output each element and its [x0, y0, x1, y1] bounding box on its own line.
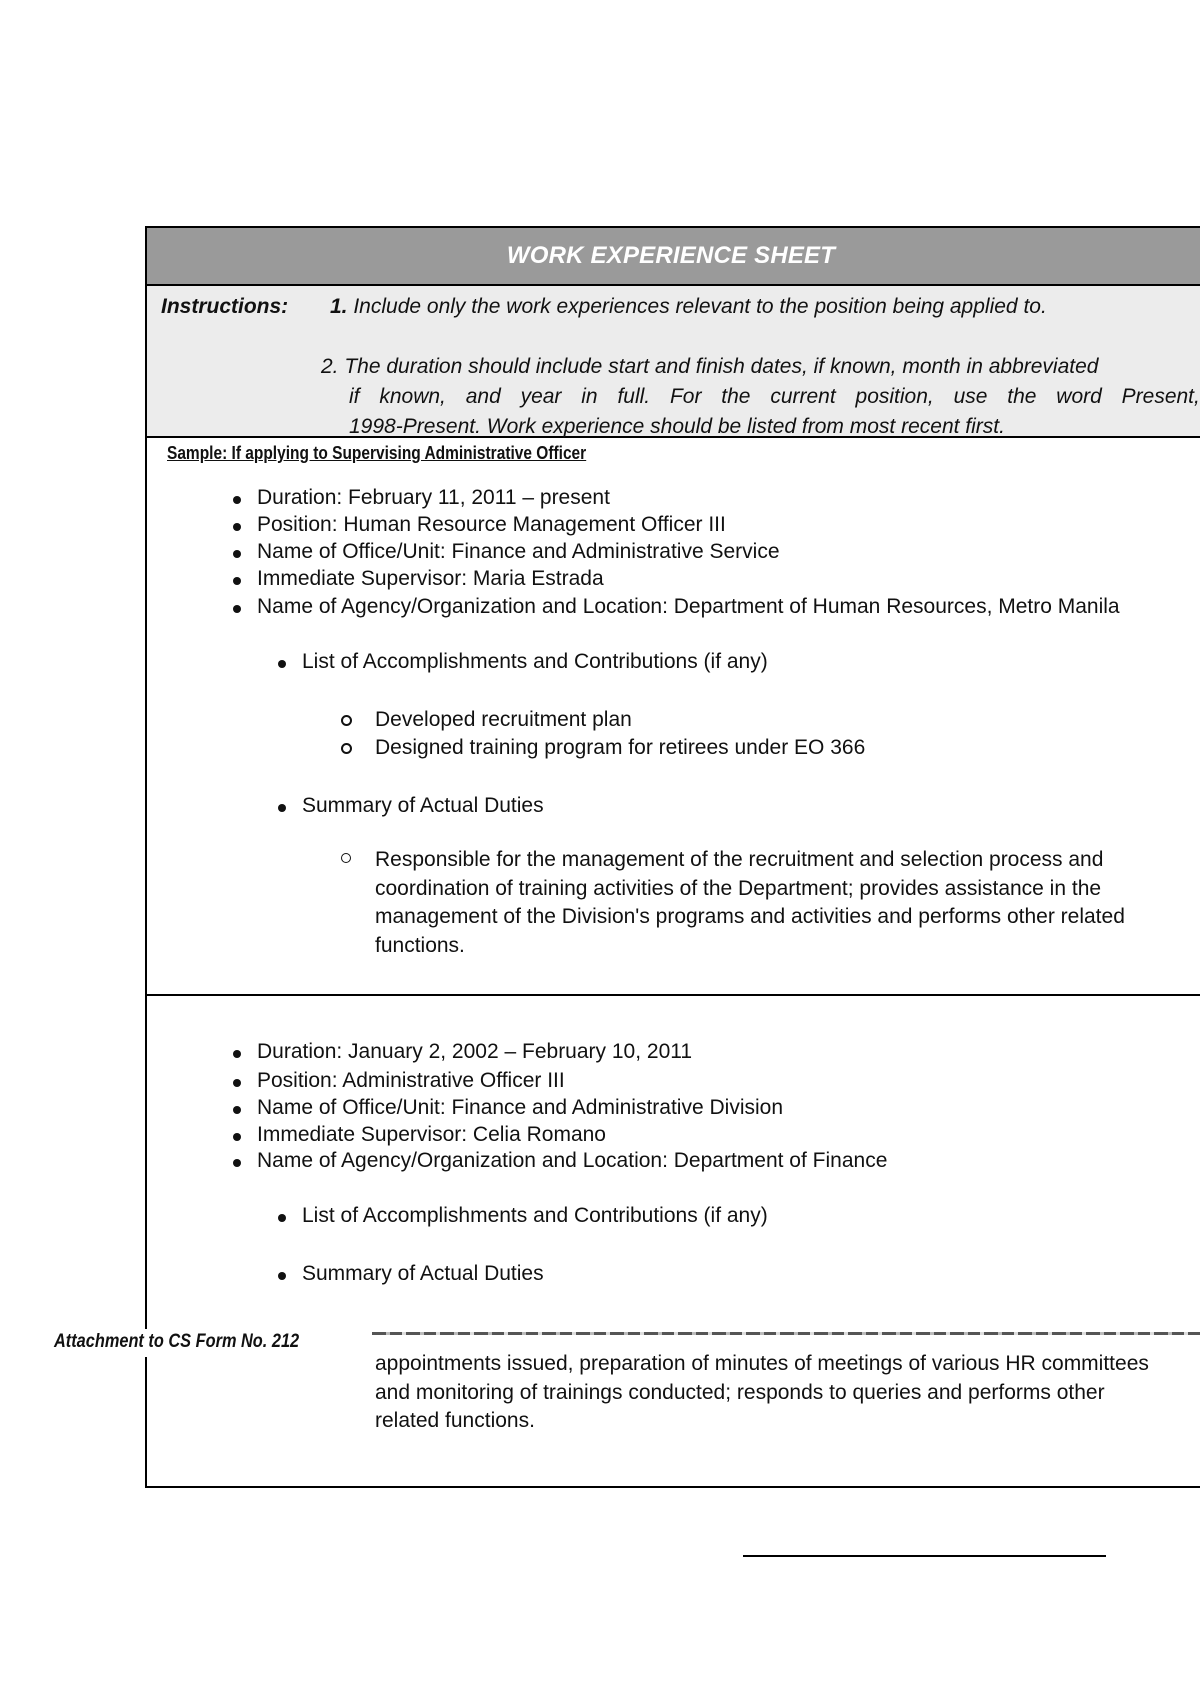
bullet-icon [233, 577, 241, 585]
list-item [257, 1123, 606, 1147]
bullet-icon [278, 1272, 286, 1280]
bullet-icon [233, 605, 241, 613]
entry1-office: Name of Office/Unit: Finance and Administrative Service [257, 540, 780, 563]
entry2-duties [375, 1350, 1149, 1436]
bullet-icon [278, 1214, 286, 1222]
list-item [257, 595, 1120, 619]
bullet-icon [233, 496, 241, 504]
work-experience-sheet [145, 226, 1200, 1488]
instruction-2-line1: 2. The duration should include start and finish dates, if known, month in abbreviated [321, 355, 1099, 378]
entry1-duties-text: Responsible for the management of the recruitment and selection process and coordination of training activities of the Department; provides assistance in the management of the Division's programs and activities and performs other related functions. [375, 848, 1125, 957]
bullet-icon [233, 550, 241, 558]
entry1-supervisor: Immediate Supervisor: Maria Estrada [257, 567, 604, 590]
list-item [257, 1069, 565, 1093]
instruction-1-text: Include only the work experiences relevant to the position being applied to. [347, 295, 1047, 318]
circle-bullet-icon [341, 715, 352, 726]
entry2-accomplishments-heading: List of Accomplishments and Contributions (if any) [302, 1204, 768, 1227]
list-item [302, 1204, 768, 1228]
list-item [302, 650, 768, 674]
sample-entry-2 [147, 996, 1200, 1486]
obscured-text-bar [372, 1332, 1200, 1335]
bullet-icon [233, 523, 241, 531]
entry1-accomplishment: Developed recruitment plan [375, 708, 632, 731]
bullet-icon [278, 804, 286, 812]
entry2-agency: Name of Agency/Organization and Location: Department of Finance [257, 1149, 888, 1172]
entry2-position: Position: Administrative Officer III [257, 1069, 565, 1092]
instruction-1-number: 1. [330, 295, 348, 318]
entry2-duties-heading: Summary of Actual Duties [302, 1262, 544, 1285]
entry1-duties [375, 846, 1125, 960]
instruction-1 [330, 295, 1047, 319]
bullet-icon [233, 1159, 241, 1167]
entry2-supervisor: Immediate Supervisor: Celia Romano [257, 1123, 606, 1146]
signature-line [743, 1555, 1106, 1557]
entry1-agency: Name of Agency/Organization and Location: Department of Human Resources, Metro Manila [257, 595, 1120, 618]
list-item [375, 736, 865, 760]
entry1-duration: Duration: February 11, 2011 – present [257, 486, 610, 509]
instruction-2-line3: 1998-Present. Work experience should be listed from most recent first. [349, 415, 1005, 438]
entry1-accomplishment: Designed training program for retirees under EO 366 [375, 736, 866, 759]
list-item [257, 1149, 887, 1173]
list-item [257, 540, 780, 564]
list-item [375, 708, 632, 732]
sheet-title [147, 228, 1200, 286]
sample-label: Sample: If applying to Supervising Administrative Officer [167, 443, 587, 463]
bullet-icon [233, 1050, 241, 1058]
instructions-block [147, 286, 1200, 438]
sample-entry-1 [147, 438, 1200, 996]
instructions-label: Instructions: [161, 295, 289, 318]
bullet-icon [233, 1106, 241, 1114]
bullet-icon [233, 1079, 241, 1087]
list-item [257, 486, 610, 510]
entry2-duties-text: appointments issued, preparation of minutes of meetings of various HR committees and monitoring of trainings conducted; responds to queries and performs other related functions. [375, 1352, 1149, 1432]
entry1-duties-heading: Summary of Actual Duties [302, 794, 544, 817]
circle-bullet-icon [341, 743, 352, 754]
entry2-duration: Duration: January 2, 2002 – February 10, 2011 [257, 1040, 693, 1063]
list-item [302, 794, 544, 818]
list-item [257, 513, 726, 537]
bullet-icon [278, 660, 286, 668]
entry1-position: Position: Human Resource Management Officer III [257, 513, 726, 536]
sheet-title-text: WORK EXPERIENCE SHEET [506, 242, 836, 269]
list-item [257, 1096, 783, 1120]
list-item [302, 1262, 544, 1286]
obscured-text-line [372, 1318, 1200, 1342]
attachment-label: Attachment to CS Form No. 212 [54, 1329, 303, 1357]
entry2-office: Name of Office/Unit: Finance and Administrative Division [257, 1096, 784, 1119]
circle-bullet-icon [341, 853, 351, 863]
instruction-2-line2: if known, and year in full. For the current position, use the word Present, [349, 385, 1200, 408]
list-item [257, 1040, 692, 1064]
list-item [257, 567, 604, 591]
bullet-icon [233, 1133, 241, 1141]
entry1-accomplishments-heading: List of Accomplishments and Contributions (if any) [302, 650, 768, 673]
